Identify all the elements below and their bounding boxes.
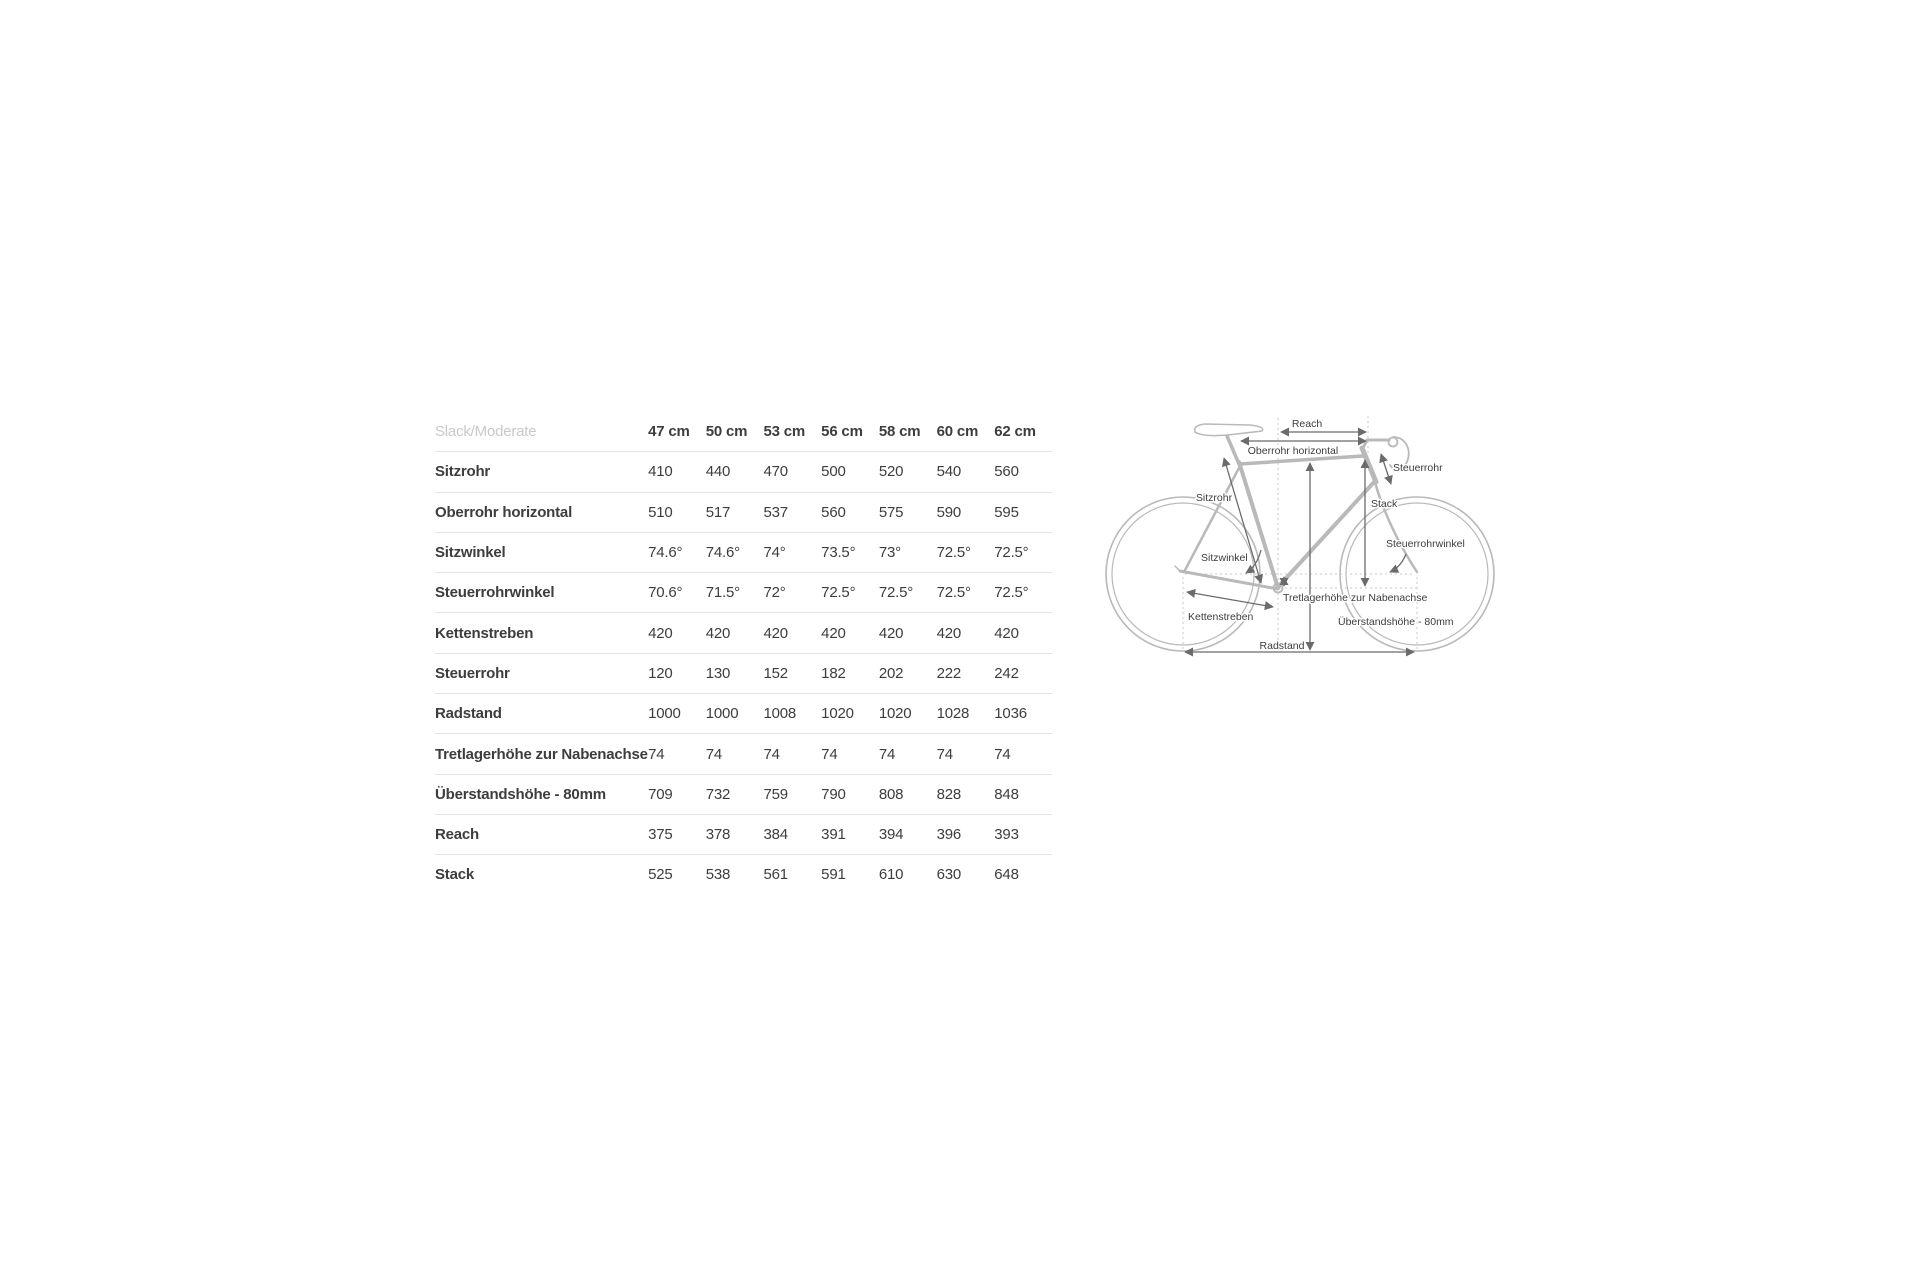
label-steuerrohrwinkel: Steuerrohrwinkel	[1386, 538, 1465, 550]
cell: 72.5°	[821, 573, 879, 613]
table-row	[435, 855, 1052, 895]
size-header: 47 cm	[648, 423, 690, 441]
cell: 1008	[763, 694, 821, 734]
row-label: Kettenstreben	[435, 613, 648, 653]
handlebar	[1389, 438, 1398, 447]
cell: 410	[648, 452, 706, 492]
label-reach: Reach	[1291, 418, 1323, 430]
cell: 378	[706, 814, 764, 854]
cell: 590	[937, 492, 995, 532]
cell: 74	[648, 734, 706, 774]
cell: 73°	[879, 532, 937, 572]
cell: 525	[648, 855, 706, 895]
row-label: Überstandshöhe - 80mm	[435, 774, 648, 814]
cell: 1020	[879, 694, 937, 734]
cell: 517	[706, 492, 764, 532]
cell: 420	[706, 613, 764, 653]
row-label: Radstand	[435, 694, 648, 734]
cell: 560	[821, 492, 879, 532]
cell: 420	[648, 613, 706, 653]
cell: 72.5°	[879, 573, 937, 613]
cell: 591	[821, 855, 879, 895]
geometry-table	[435, 412, 1052, 895]
cell: 391	[821, 814, 879, 854]
cell: 394	[879, 814, 937, 854]
cell: 72.5°	[994, 532, 1052, 572]
table-row	[435, 814, 1052, 854]
table-header-label: Slack/Moderate	[435, 423, 537, 441]
cell: 384	[763, 814, 821, 854]
cell: 540	[937, 452, 995, 492]
row-label: Reach	[435, 814, 648, 854]
size-header: 53 cm	[763, 423, 806, 441]
cell: 74	[879, 734, 937, 774]
cell: 72.5°	[937, 532, 995, 572]
cell: 396	[937, 814, 995, 854]
row-label: Sitzrohr	[435, 452, 648, 492]
table-row	[435, 492, 1052, 532]
table-row	[435, 774, 1052, 814]
cell: 630	[937, 855, 995, 895]
size-header: 60 cm	[936, 423, 979, 441]
cell: 74.6°	[706, 532, 764, 572]
cell: 70.6°	[648, 573, 706, 613]
label-tretlagerhoehe: Tretlagerhöhe zur Nabenachse	[1283, 592, 1428, 604]
row-label: Oberrohr horizontal	[435, 492, 648, 532]
label-kettenstreben: Kettenstreben	[1188, 611, 1254, 623]
row-label: Steuerrohrwinkel	[435, 573, 648, 613]
bike-geometry-diagram	[1100, 400, 1520, 670]
cell: 72°	[763, 573, 821, 613]
cell: 1000	[706, 694, 764, 734]
cell: 790	[821, 774, 879, 814]
cell: 182	[821, 653, 879, 693]
table-row	[435, 452, 1052, 492]
cell: 420	[994, 613, 1052, 653]
head-angle-arc	[1390, 554, 1406, 572]
cell: 74	[821, 734, 879, 774]
table-header-row	[435, 412, 1052, 452]
cell: 537	[763, 492, 821, 532]
cell: 1028	[937, 694, 995, 734]
row-label: Tretlagerhöhe zur Nabenachse	[435, 734, 648, 774]
table-row	[435, 532, 1052, 572]
label-stack: Stack	[1371, 498, 1398, 510]
table-row	[435, 613, 1052, 653]
table-row	[435, 694, 1052, 734]
cell: 561	[763, 855, 821, 895]
cell: 538	[706, 855, 764, 895]
label-steuerrohr: Steuerrohr	[1393, 462, 1443, 474]
cell: 648	[994, 855, 1052, 895]
cell: 848	[994, 774, 1052, 814]
cell: 420	[937, 613, 995, 653]
saddle	[1195, 424, 1263, 436]
size-header: 56 cm	[821, 423, 863, 441]
cell: 1020	[821, 694, 879, 734]
cell: 732	[706, 774, 764, 814]
cell: 222	[937, 653, 995, 693]
row-label: Steuerrohr	[435, 653, 648, 693]
cell: 74	[706, 734, 764, 774]
row-label: Sitzwinkel	[435, 532, 648, 572]
cell: 828	[937, 774, 995, 814]
cell: 74	[994, 734, 1052, 774]
cell: 420	[763, 613, 821, 653]
cell: 72.5°	[994, 573, 1052, 613]
cell: 510	[648, 492, 706, 532]
row-label: Stack	[435, 855, 648, 895]
cell: 420	[879, 613, 937, 653]
cell: 595	[994, 492, 1052, 532]
cell: 130	[706, 653, 764, 693]
cell: 575	[879, 492, 937, 532]
cell: 470	[763, 452, 821, 492]
cell: 500	[821, 452, 879, 492]
cell: 420	[821, 613, 879, 653]
cell: 242	[994, 653, 1052, 693]
label-radstand: Radstand	[1259, 640, 1305, 652]
cell: 1036	[994, 694, 1052, 734]
cell: 808	[879, 774, 937, 814]
cell: 71.5°	[706, 573, 764, 613]
cell: 74	[937, 734, 995, 774]
cell: 120	[648, 653, 706, 693]
cell: 1000	[648, 694, 706, 734]
cell: 709	[648, 774, 706, 814]
cell: 393	[994, 814, 1052, 854]
cell: 560	[994, 452, 1052, 492]
cell: 375	[648, 814, 706, 854]
label-sitzrohr: Sitzrohr	[1195, 492, 1233, 504]
table-row	[435, 734, 1052, 774]
cell: 72.5°	[937, 573, 995, 613]
cell: 73.5°	[821, 532, 879, 572]
label-sitzwinkel: Sitzwinkel	[1201, 552, 1248, 564]
size-header: 58 cm	[878, 423, 921, 441]
cell: 759	[763, 774, 821, 814]
cell: 74	[763, 734, 821, 774]
size-header: 62 cm	[994, 423, 1036, 441]
cell: 152	[763, 653, 821, 693]
cell: 74°	[763, 532, 821, 572]
label-ueberstandshoehe: Überstandshöhe - 80mm	[1338, 616, 1454, 628]
size-header: 50 cm	[705, 423, 748, 441]
table-row	[435, 653, 1052, 693]
cell: 74.6°	[648, 532, 706, 572]
cell: 440	[706, 452, 764, 492]
label-oberrohr: Oberrohr horizontal	[1247, 445, 1339, 457]
cell: 202	[879, 653, 937, 693]
cell: 610	[879, 855, 937, 895]
table-row	[435, 573, 1052, 613]
cell: 520	[879, 452, 937, 492]
